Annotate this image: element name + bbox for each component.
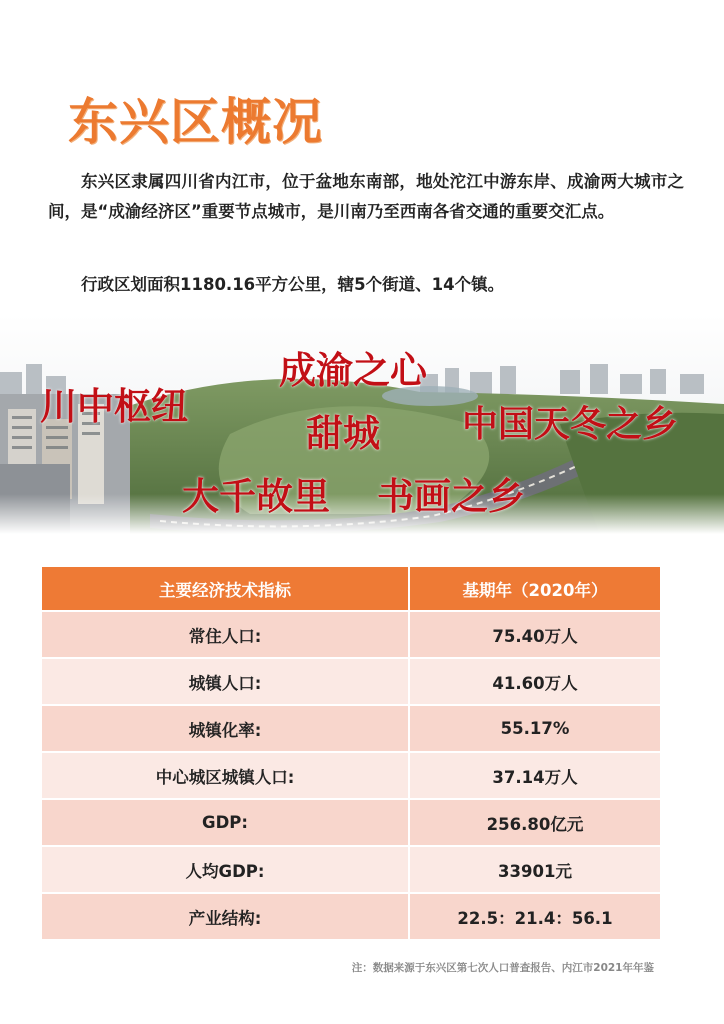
page-title: 东兴区概况 xyxy=(68,93,323,151)
indicator-name: 常住人口: xyxy=(41,611,409,658)
table-row xyxy=(41,799,661,846)
table-row xyxy=(41,752,661,799)
column-header-base-year: 基期年（2020年） xyxy=(409,566,661,611)
indicator-name: 城镇化率: xyxy=(41,705,409,752)
slogan-painting-hometown: 书画之乡 xyxy=(377,475,525,518)
indicator-name: 城镇人口: xyxy=(41,658,409,705)
indicator-name: GDP: xyxy=(41,799,409,846)
indicator-name: 人均GDP: xyxy=(41,846,409,893)
table-row xyxy=(41,611,661,658)
column-header-indicator: 主要经济技术指标 xyxy=(41,566,409,611)
area-paragraph: 行政区划面积1180.16平方公里，辖5个街道、14个镇。 xyxy=(81,275,505,294)
indicator-value: 41.60万人 xyxy=(409,658,661,705)
slogan-daqian-hometown: 大千故里 xyxy=(182,475,330,518)
indicator-value: 37.14万人 xyxy=(409,752,661,799)
indicator-value: 55.17% xyxy=(409,705,661,752)
indicator-name: 产业结构: xyxy=(41,893,409,940)
table-row xyxy=(41,705,661,752)
table-header-row xyxy=(41,566,661,611)
table-row xyxy=(41,658,661,705)
indicator-value: 75.40万人 xyxy=(409,611,661,658)
indicator-value: 22.5：21.4：56.1 xyxy=(409,893,661,940)
intro-paragraph: 东兴区隶属四川省内江市，位于盆地东南部，地处沱江中游东岸、成渝两大城市之间，是“成渝经济区”重要节点城市，是川南乃至西南各省交通的重要交汇点。 xyxy=(48,172,684,221)
economic-indicators-table xyxy=(40,565,662,941)
slogan-heart-of-chengyu: 成渝之心 xyxy=(279,349,427,392)
table-row xyxy=(41,846,661,893)
slogan-sweet-city: 甜城 xyxy=(306,412,380,455)
indicator-value: 256.80亿元 xyxy=(409,799,661,846)
slogan-transport-hub: 川中枢纽 xyxy=(40,385,188,428)
table-row xyxy=(41,893,661,940)
indicator-value: 33901元 xyxy=(409,846,661,893)
indicator-name: 中心城区城镇人口: xyxy=(41,752,409,799)
source-note: 注：数据来源于东兴区第七次人口普查报告、内江市2021年年鉴 xyxy=(351,962,654,974)
slogan-asparagus-hometown: 中国天冬之乡 xyxy=(462,404,679,445)
city-aerial-banner xyxy=(0,314,724,534)
